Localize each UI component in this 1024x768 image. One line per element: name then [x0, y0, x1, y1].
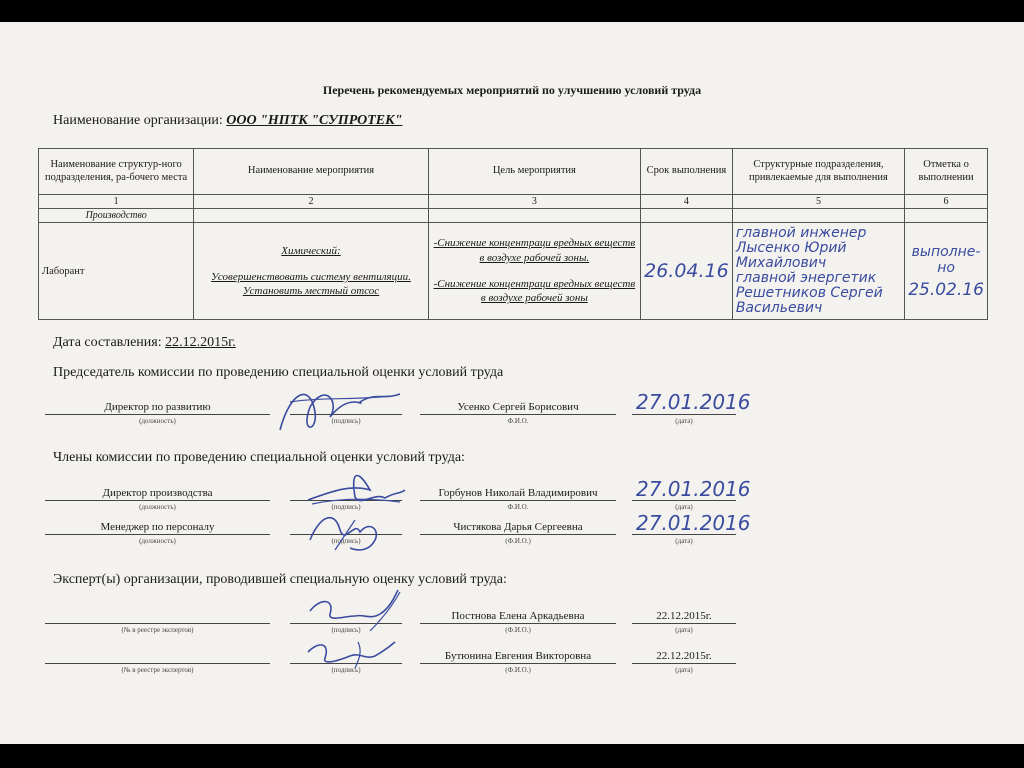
date-caption: (дата) — [675, 417, 693, 425]
fio-caption: (Ф.И.О.) — [505, 666, 531, 674]
deadline-cell — [641, 223, 733, 320]
table-row — [39, 223, 988, 320]
column-number: 5 — [732, 195, 904, 209]
compiled-date-line — [53, 335, 236, 351]
column-number: 1 — [39, 195, 194, 209]
column-number: 6 — [905, 195, 988, 209]
measure-cell — [194, 223, 428, 320]
organization-line — [53, 113, 402, 129]
expert-signature — [300, 630, 410, 675]
chairman-date-handwritten: 27.01.2016 — [636, 390, 751, 414]
experts-heading: Эксперт(ы) организации, проводившей специальную оценку условий труда: — [53, 572, 507, 587]
department-line: Лысенко Юрий — [735, 240, 847, 256]
signature-caption: (подпись) — [331, 503, 361, 511]
date-caption: (дата) — [675, 537, 693, 545]
organization-label: Наименование организации: — [53, 113, 223, 128]
registry-caption: (№ в реестре экспертов) — [121, 666, 194, 674]
compiled-date-label: Дата составления: — [53, 335, 162, 350]
status-line: но — [937, 260, 955, 276]
department-line: Васильевич — [735, 300, 823, 316]
deadline-handwritten: 26.04.16 — [644, 260, 729, 282]
column-number: 3 — [428, 195, 640, 209]
signature-caption: (подпись) — [331, 417, 361, 425]
position-caption: (должность) — [139, 537, 176, 545]
column-header: Отметка о выполнении — [905, 149, 988, 195]
member-name: Горбунов Николай Владимирович — [420, 485, 616, 501]
status-line: выполне- — [911, 244, 981, 260]
goal-text-2: -Снижение концентраци вредных веществ в воздухе рабочей зоны — [433, 278, 636, 305]
expert-registry-line — [45, 608, 270, 624]
organization-name: ООО "НПТК "СУПРОТЕК" — [226, 113, 403, 128]
registry-caption: (№ в реестре экспертов) — [121, 626, 194, 634]
expert-name: Постнова Елена Аркадьевна — [420, 608, 616, 624]
column-number-row — [39, 195, 988, 209]
goal-cell — [428, 223, 640, 320]
column-header: Наименование мероприятия — [194, 149, 428, 195]
member-position: Менеджер по персоналу — [45, 519, 270, 535]
column-number: 2 — [194, 195, 428, 209]
date-caption: (дата) — [675, 666, 693, 674]
date-caption: (дата) — [675, 626, 693, 634]
members-heading: Члены комиссии по проведению специальной оценки условий труда: — [53, 450, 465, 465]
position-caption: (должность) — [139, 417, 176, 425]
expert-date: 22.12.2015г. — [632, 608, 736, 624]
position-caption: (должность) — [139, 503, 176, 511]
document-title: Перечень рекомендуемых мероприятий по улучшению условий труда — [322, 83, 702, 97]
chairman-signature — [270, 372, 410, 442]
measure-text: Усовершенствовать систему вентиляции. Установить местный отсос — [211, 270, 411, 298]
departments-cell — [732, 223, 904, 320]
status-cell — [905, 223, 988, 320]
column-header: Срок выполнения — [641, 149, 733, 195]
section-row — [39, 209, 988, 223]
document-page — [0, 22, 1024, 744]
chairman-heading: Председатель комиссии по проведению специальной оценки условий труда — [53, 365, 504, 380]
fio-caption: Ф.И.О. — [507, 503, 529, 511]
member-signature — [300, 500, 410, 555]
column-header: Наименование структур-ного подразделения, ра-бочего места — [39, 149, 194, 195]
compiled-date-value: 22.12.2015г. — [165, 335, 236, 350]
fio-caption: Ф.И.О. — [507, 417, 529, 425]
section-label: Производство — [39, 209, 194, 223]
fio-caption: (Ф.И.О.) — [505, 537, 531, 545]
member-date-handwritten: 27.01.2016 — [636, 477, 751, 501]
measures-table — [38, 148, 988, 320]
column-header: Структурные подразделения, привлекаемые для выполнения — [732, 149, 904, 195]
department-line: Михайлович — [735, 255, 827, 271]
bottom-black-band — [0, 744, 1024, 768]
member-date-handwritten: 27.01.2016 — [636, 511, 751, 535]
goal-text-1: -Снижение концентраци вредных веществ в воздухе рабочей зоны. — [433, 237, 636, 264]
status-date: 25.02.16 — [908, 280, 984, 300]
table-header-row — [39, 149, 988, 195]
signature-caption: (подпись) — [331, 537, 361, 545]
member-position: Директор производства — [45, 485, 270, 501]
department-line: главной энергетик — [735, 270, 877, 286]
department-line: Решетников Сергей — [735, 285, 883, 301]
top-black-band — [0, 0, 1024, 22]
fio-caption: (Ф.И.О.) — [505, 626, 531, 634]
member-name: Чистякова Дарья Сергеевна — [420, 519, 616, 535]
column-number: 4 — [641, 195, 733, 209]
expert-signature — [300, 586, 410, 636]
signature-caption: (подпись) — [331, 626, 361, 634]
department-line: главной инженер — [735, 225, 867, 241]
measure-title: Химический: — [281, 244, 341, 257]
expert-name: Бутюнина Евгения Викторовна — [420, 648, 616, 664]
expert-registry-line — [45, 648, 270, 664]
chairman-position: Директор по развитию — [45, 399, 270, 415]
chairman-name: Усенко Сергей Борисович — [420, 399, 616, 415]
column-header: Цель мероприятия — [428, 149, 640, 195]
signature-caption: (подпись) — [331, 666, 361, 674]
date-caption: (дата) — [675, 503, 693, 511]
workplace-cell: Лаборант — [39, 223, 194, 320]
expert-date: 22.12.2015г. — [632, 648, 736, 664]
